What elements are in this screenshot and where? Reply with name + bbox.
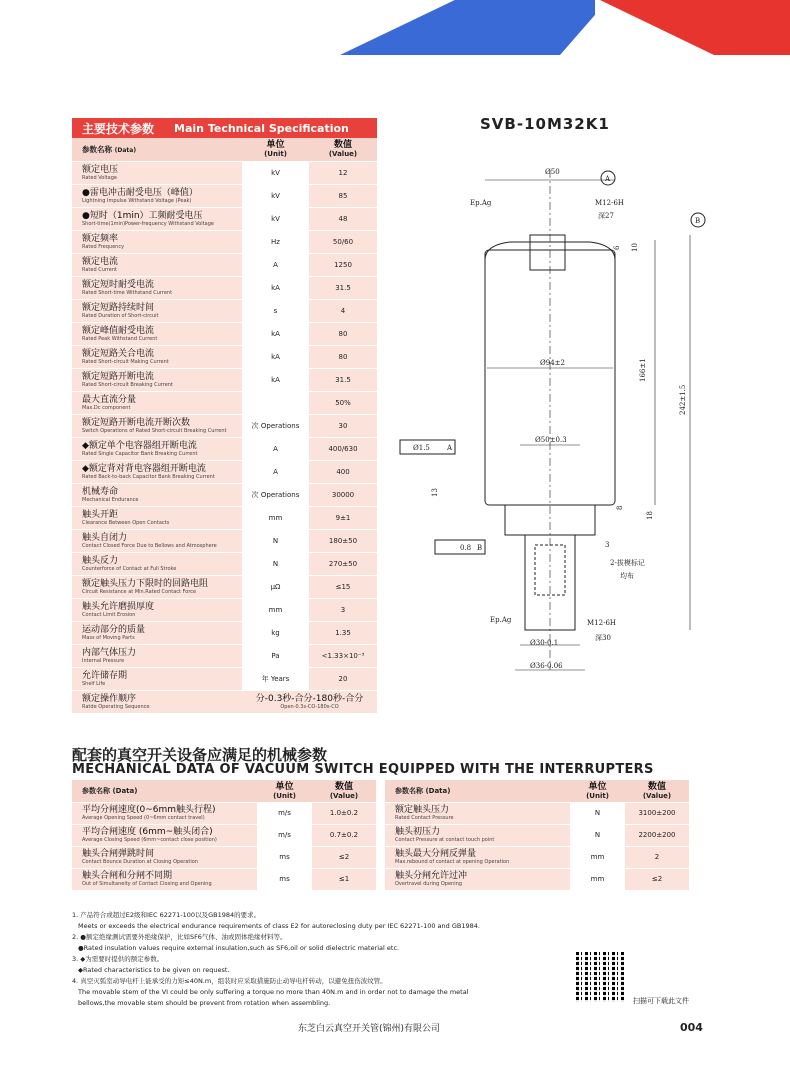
spec-param: 额定短路开断电流开断次数 Switch Operations of Rated Short-circuit Breaking Current — [72, 414, 242, 437]
spec-row — [72, 322, 377, 345]
mech-head-name: 参数名称 (Data) — [385, 780, 570, 802]
note-line: Meets or exceeds the electrical endurance requirements of class E2 for autoreclosing duty per IEC 62271-100 and GB1984. — [78, 922, 480, 930]
spec-param: 额定短路持续时间 Rated Duration of Short-circuit — [72, 299, 242, 322]
spec-value: 9±1 — [309, 506, 377, 529]
note-line: ●Rated insulation values require external insulation,such as SF6,oil or solid dielectric material etc. — [78, 944, 400, 952]
spec-table — [72, 138, 377, 714]
spec-value: 12 — [309, 161, 377, 184]
svg-text:13: 13 — [431, 488, 439, 497]
svg-text:B: B — [695, 217, 701, 225]
spec-value: 180±50 — [309, 529, 377, 552]
mech-value: 0.7±0.2 — [312, 824, 376, 846]
spec-param: 额定触头压力下限时的回路电阻 Circuit Resistance at Min.Rated Contact Force — [72, 575, 242, 598]
spec-row — [72, 230, 377, 253]
spec-row — [72, 345, 377, 368]
note-line: 3. ◆为需要时提供的额定参数。 — [72, 955, 164, 963]
spec-head-row — [72, 138, 377, 161]
spec-row — [72, 368, 377, 391]
spec-param: 内部气体压力 Internal Pressure — [72, 644, 242, 667]
spec-value: 30 — [309, 414, 377, 437]
spec-value: 270±50 — [309, 552, 377, 575]
svg-text:深27: 深27 — [598, 212, 614, 220]
svg-text:18: 18 — [646, 511, 654, 520]
spec-value: 4 — [309, 299, 377, 322]
spec-head-name: 参数名称 (Data) — [72, 138, 242, 161]
svg-text:A: A — [605, 175, 611, 183]
spec-param: 额定短时耐受电流 Rated Short-time Withstand Current — [72, 276, 242, 299]
svg-text:Ø50±0.3: Ø50±0.3 — [535, 436, 567, 444]
svg-text:均布: 均布 — [620, 572, 634, 580]
spec-row — [72, 391, 377, 414]
spec-row — [72, 529, 377, 552]
mech-unit: N — [570, 802, 625, 824]
spec-unit: s — [242, 299, 309, 322]
section-title-zh: 配套的真空开关设备应满足的机械参数 — [72, 746, 328, 764]
spec-row — [72, 598, 377, 621]
spec-row — [72, 621, 377, 644]
mech-row — [72, 846, 376, 868]
spec-param: ◆额定背对背电容器组开断电流 Rated Back-to-back Capacitor Bank Breaking Current — [72, 460, 242, 483]
spec-param: 触头允许磨损厚度 Contact Limit Erosion — [72, 598, 242, 621]
note-line: bellows,the movable stem should be prevent from rotation when assembling. — [78, 999, 331, 1007]
spec-param: 最大直流分量 Max.Dc component — [72, 391, 242, 414]
spec-param: 触头自闭力 Contact Closed Force Due to Bellows and Atmosphere — [72, 529, 242, 552]
spec-unit: Hz — [242, 230, 309, 253]
spec-value: 31.5 — [309, 276, 377, 299]
qr-caption: 扫描可下载此文件 — [633, 997, 689, 1005]
mech-head-value: 数值 (Value) — [312, 780, 376, 802]
spec-row — [72, 460, 377, 483]
mech-param: 平均合闸速度 (6mm~触头闭合) Average Closing Speed (6mm~contact close position) — [72, 824, 257, 846]
mech-row — [72, 824, 376, 846]
spec-row — [72, 644, 377, 667]
mech-param: 触头初压力 Contact Pressure at contact touch point — [385, 824, 570, 846]
spec-value: 1.35 — [309, 621, 377, 644]
spec-header — [72, 118, 377, 138]
mech-row — [72, 802, 376, 824]
spec-value: 30000 — [309, 483, 377, 506]
mech-unit: ms — [257, 846, 312, 868]
spec-row-sequence — [72, 690, 377, 713]
spec-row — [72, 414, 377, 437]
notes — [72, 910, 572, 1009]
svg-text:Ø50: Ø50 — [545, 168, 560, 176]
svg-text:M12-6H: M12-6H — [595, 199, 624, 207]
spec-param: 额定电压 Rated Voltage — [72, 161, 242, 184]
mech-value: ≤1 — [312, 868, 376, 890]
mech-unit: ms — [257, 868, 312, 890]
mech-param: 触头最大分闸反弹量 Max.rebound of contact at opening Operation — [385, 846, 570, 868]
svg-text:M12-6H: M12-6H — [587, 619, 616, 627]
spec-value: <1.33×10⁻³ — [309, 644, 377, 667]
mech-param: 触头合闸和分闸不同期 Out of Simultaneity of Contact Closing and Opening — [72, 868, 257, 890]
spec-row — [72, 506, 377, 529]
note-line: The movable stem of the VI could be only suffering a torque no more than 40N.m and in order not to damage the metal — [78, 988, 469, 996]
spec-row — [72, 437, 377, 460]
spec-row — [72, 667, 377, 690]
svg-text:0.8: 0.8 — [460, 544, 472, 552]
spec-row — [72, 276, 377, 299]
svg-text:6: 6 — [613, 245, 621, 250]
mech-param: 触头合闸弹跳时间 Contact Bounce Duration at Closing Operation — [72, 846, 257, 868]
mech-unit: m/s — [257, 824, 312, 846]
spec-param: ●雷电冲击耐受电压（峰值） Lightning Impulse Withstand Voltage (Peak) — [72, 184, 242, 207]
spec-unit: Pa — [242, 644, 309, 667]
spec-unit: kA — [242, 276, 309, 299]
svg-text:深30: 深30 — [595, 634, 611, 642]
spec-value: 80 — [309, 322, 377, 345]
svg-text:2-拔模标记: 2-拔模标记 — [610, 559, 645, 567]
spec-unit: A — [242, 460, 309, 483]
spec-unit: kV — [242, 161, 309, 184]
spec-value: 50% — [309, 391, 377, 414]
section-title-en: MECHANICAL DATA OF VACUUM SWITCH EQUIPPED WITH THE INTERRUPTERS — [72, 762, 654, 777]
spec-value: 85 — [309, 184, 377, 207]
mech-value: 2 — [625, 846, 689, 868]
mech-value: 2200±200 — [625, 824, 689, 846]
spec-param: 额定短路关合电流 Rated Short-circuit Making Current — [72, 345, 242, 368]
spec-param: ●短时（1min）工频耐受电压 Short-time(1min)Power-frequency Withstand Voltage — [72, 207, 242, 230]
spec-row — [72, 161, 377, 184]
spec-unit: mm — [242, 598, 309, 621]
spec-row — [72, 552, 377, 575]
spec-unit: A — [242, 437, 309, 460]
spec-param: 触头反力 Counterforce of Contact at Full Stroke — [72, 552, 242, 575]
mech-head-unit: 单位 (Unit) — [570, 780, 625, 802]
mech-table-left — [72, 780, 376, 891]
mech-value: 3100±200 — [625, 802, 689, 824]
qr-code — [576, 952, 626, 1002]
spec-head-value: 数值 (Value) — [309, 138, 377, 161]
spec-row — [72, 483, 377, 506]
svg-text:242±1.5: 242±1.5 — [679, 384, 687, 415]
spec-unit — [242, 391, 309, 414]
spec-header-zh: 主要技术参数 — [82, 121, 155, 136]
mech-head-value: 数值 (Value) — [625, 780, 689, 802]
spec-row — [72, 575, 377, 598]
mech-head-unit: 单位 (Unit) — [257, 780, 312, 802]
svg-text:Ep.Ag: Ep.Ag — [470, 199, 492, 207]
mech-param: 额定触头压力 Rated Contact Pressure — [385, 802, 570, 824]
note-line: 2. ●额定绝缘测试需要外绝缘保护，比如SF6气体、油或固体绝缘材料等。 — [72, 933, 287, 941]
spec-unit: kA — [242, 345, 309, 368]
top-terminal — [530, 235, 565, 270]
svg-text:3: 3 — [605, 541, 610, 549]
mech-unit: m/s — [257, 802, 312, 824]
svg-text:Ø36-0.06: Ø36-0.06 — [530, 662, 563, 670]
spec-value: 400 — [309, 460, 377, 483]
svg-text:Ø1.5: Ø1.5 — [413, 444, 430, 452]
spec-unit: 年 Years — [242, 667, 309, 690]
mech-row — [385, 846, 689, 868]
spec-row — [72, 299, 377, 322]
spec-value: 31.5 — [309, 368, 377, 391]
spec-param: 允许储存期 Shelf Life — [72, 667, 242, 690]
svg-text:8: 8 — [616, 505, 624, 510]
spec-unit: μΩ — [242, 575, 309, 598]
spec-param: 运动部分的质量 Mass of Moving Parts — [72, 621, 242, 644]
technical-drawing — [395, 150, 725, 695]
spec-unit: kA — [242, 322, 309, 345]
company-name: 东芝白云真空开关管(锦州)有限公司 — [298, 1024, 441, 1034]
spec-param: 额定频率 Rated Frequency — [72, 230, 242, 253]
spec-param: 机械寿命 Mechanical Endurance — [72, 483, 242, 506]
mech-row — [385, 802, 689, 824]
note-line: 1. 产品符合或超过E2级和IEC 62271-100以及GB1984的要求。 — [72, 911, 261, 919]
spec-unit: kV — [242, 184, 309, 207]
spec-row — [72, 184, 377, 207]
spec-unit: 次 Operations — [242, 414, 309, 437]
svg-text:Ep.Ag: Ep.Ag — [490, 616, 512, 624]
spec-value: 50/60 — [309, 230, 377, 253]
spec-param: 额定峰值耐受电流 Rated Peak Withstand Current — [72, 322, 242, 345]
spec-head-unit: 单位 (Unit) — [242, 138, 309, 161]
spec-param: 触头开距 Clearance Between Open Contacts — [72, 506, 242, 529]
spec-value: 80 — [309, 345, 377, 368]
spec-unit: N — [242, 529, 309, 552]
svg-text:A: A — [447, 444, 453, 452]
model-title: SVB-10M32K1 — [480, 115, 610, 133]
svg-text:166±1: 166±1 — [639, 358, 647, 382]
spec-unit: mm — [242, 506, 309, 529]
mech-unit: mm — [570, 846, 625, 868]
page-number: 004 — [680, 1021, 703, 1034]
spec-value: ≤15 — [309, 575, 377, 598]
spec-value: 20 — [309, 667, 377, 690]
spec-value-sequence: 分-0.3秒-合分-180秒-合分 Open-0.3s-CO-180s-CO — [242, 690, 377, 713]
spec-value: 3 — [309, 598, 377, 621]
mech-value: ≤2 — [312, 846, 376, 868]
spec-param: 额定短路开断电流 Rated Short-circuit Breaking Current — [72, 368, 242, 391]
spec-unit: A — [242, 253, 309, 276]
svg-text:Ø94±2: Ø94±2 — [540, 359, 565, 367]
mech-row — [385, 868, 689, 890]
spec-unit: N — [242, 552, 309, 575]
header-decoration-blue — [340, 0, 595, 55]
mech-value: ≤2 — [625, 868, 689, 890]
note-line: ◆Rated characteristics to be given on request. — [78, 966, 230, 974]
spec-param: 额定操作顺序 Ratde Operating Sequence — [72, 690, 242, 713]
spec-param: 额定电流 Rated Current — [72, 253, 242, 276]
note-line: 4. 真空灭弧室动导电杆上能承受的力矩≤40N.m，组装时应采取措施防止动导电杆转动，以避免扭伤波纹管。 — [72, 977, 387, 985]
mech-table-right — [385, 780, 689, 891]
mech-head-name: 参数名称 (Data) — [72, 780, 257, 802]
spec-value: 1250 — [309, 253, 377, 276]
mech-row — [72, 868, 376, 890]
spec-unit: kA — [242, 368, 309, 391]
mech-row — [385, 824, 689, 846]
spec-unit: 次 Operations — [242, 483, 309, 506]
svg-text:B: B — [477, 544, 483, 552]
spec-param: ◆额定单个电容器组开断电流 Rated Single Capacitor Bank Breaking Current — [72, 437, 242, 460]
mech-param: 触头分闸允许过冲 Overtravel during Opening — [385, 868, 570, 890]
spec-row — [72, 253, 377, 276]
spec-unit: kV — [242, 207, 309, 230]
mech-value: 1.0±0.2 — [312, 802, 376, 824]
mech-param: 平均分闸速度(0~6mm触头行程) Average Opening Speed (0~6mm contact travel) — [72, 802, 257, 824]
mech-unit: N — [570, 824, 625, 846]
svg-text:Ø30-0.1: Ø30-0.1 — [530, 639, 559, 647]
spec-row — [72, 207, 377, 230]
svg-text:10: 10 — [631, 243, 639, 252]
spec-unit: kg — [242, 621, 309, 644]
spec-value: 48 — [309, 207, 377, 230]
spec-value: 400/630 — [309, 437, 377, 460]
mech-unit: mm — [570, 868, 625, 890]
spec-header-en: Main Technical Specification — [174, 121, 349, 135]
